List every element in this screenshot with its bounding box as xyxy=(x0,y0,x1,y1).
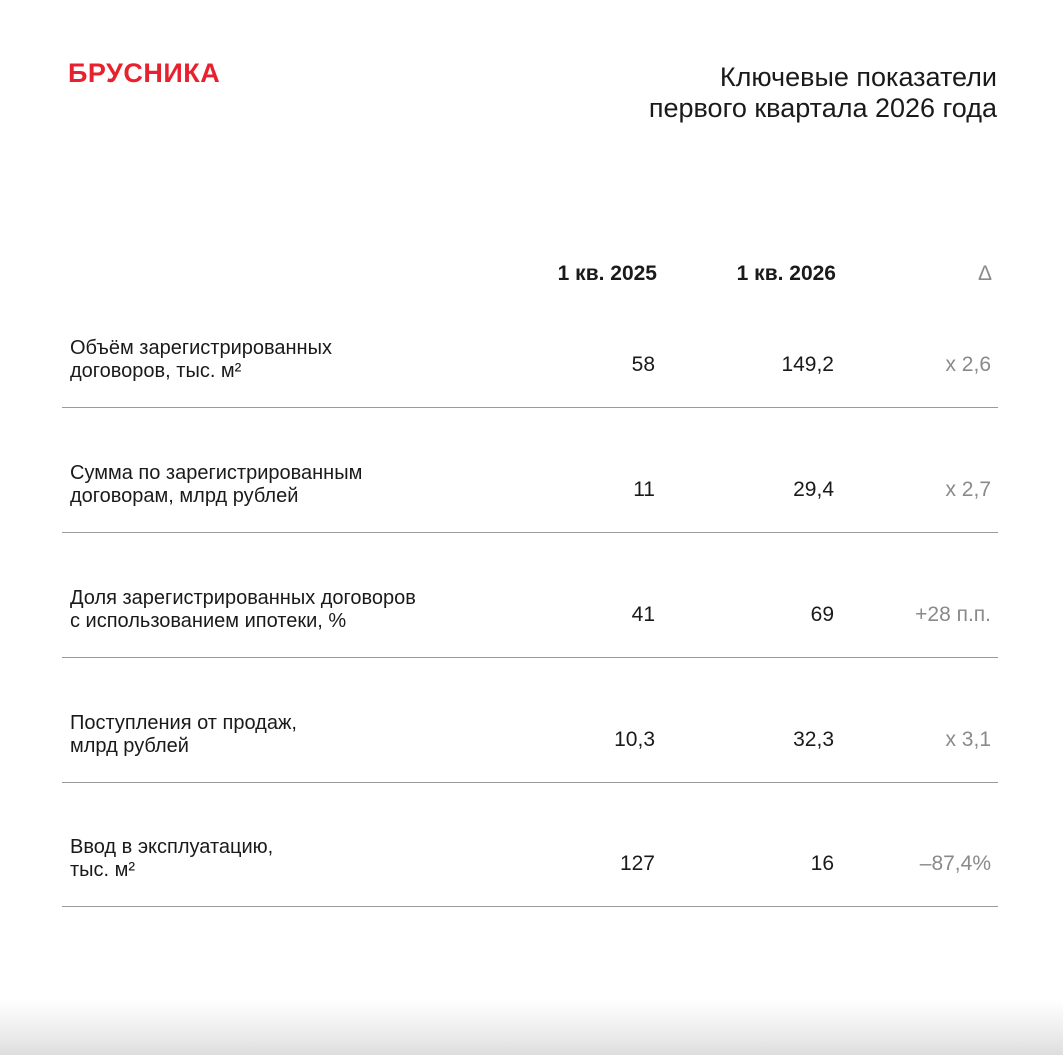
value-delta: –87,4% xyxy=(919,852,991,875)
row-label xyxy=(70,587,510,633)
row-label-line1: Сумма по зарегистрированным xyxy=(70,462,363,484)
row-label-line1: Доля зарегистрированных договоров xyxy=(70,587,416,609)
row-label xyxy=(70,337,510,383)
table-row xyxy=(62,532,998,658)
row-label xyxy=(70,712,510,758)
table-row xyxy=(62,282,998,408)
row-label-line2: договорам, млрд рублей xyxy=(70,485,299,507)
value-delta: х 2,6 xyxy=(945,353,991,376)
column-header-delta: Δ xyxy=(977,262,992,285)
row-label-line2: договоров, тыс. м² xyxy=(70,360,242,382)
row-label-line2: млрд рублей xyxy=(70,735,189,757)
row-label-line1: Ввод в эксплуатацию, xyxy=(70,836,274,858)
value-q1-2025: 10,3 xyxy=(614,728,655,751)
value-delta: +28 п.п. xyxy=(915,603,991,626)
table-row xyxy=(62,657,998,783)
row-label xyxy=(70,836,510,882)
column-header-q1-2026: 1 кв. 2026 xyxy=(736,262,836,285)
row-label-line1: Объём зарегистрированных xyxy=(70,337,332,359)
page-title-line1: Ключевые показатели xyxy=(719,62,997,92)
value-q1-2025: 41 xyxy=(631,603,655,626)
bottom-shadow xyxy=(0,1000,1063,1055)
row-label-line2: с использованием ипотеки, % xyxy=(70,610,347,632)
table-row xyxy=(62,781,998,907)
value-q1-2026: 149,2 xyxy=(781,353,834,376)
value-q1-2025: 127 xyxy=(619,852,655,875)
value-q1-2026: 69 xyxy=(810,603,834,626)
value-q1-2026: 32,3 xyxy=(793,728,834,751)
value-q1-2026: 16 xyxy=(810,852,834,875)
value-delta: х 2,7 xyxy=(945,478,991,501)
table-row xyxy=(62,407,998,533)
row-label-line2: тыс. м² xyxy=(70,859,136,881)
page-title-line2: первого квартала 2026 года xyxy=(648,93,997,123)
row-label xyxy=(70,462,510,508)
value-q1-2026: 29,4 xyxy=(793,478,834,501)
page-title xyxy=(537,62,997,124)
value-delta: х 3,1 xyxy=(945,728,991,751)
column-header-q1-2025: 1 кв. 2025 xyxy=(557,262,657,285)
value-q1-2025: 58 xyxy=(631,353,655,376)
row-label-line1: Поступления от продаж, xyxy=(70,712,297,734)
value-q1-2025: 11 xyxy=(633,478,655,501)
brand-logo: БРУСНИКА xyxy=(68,58,221,88)
